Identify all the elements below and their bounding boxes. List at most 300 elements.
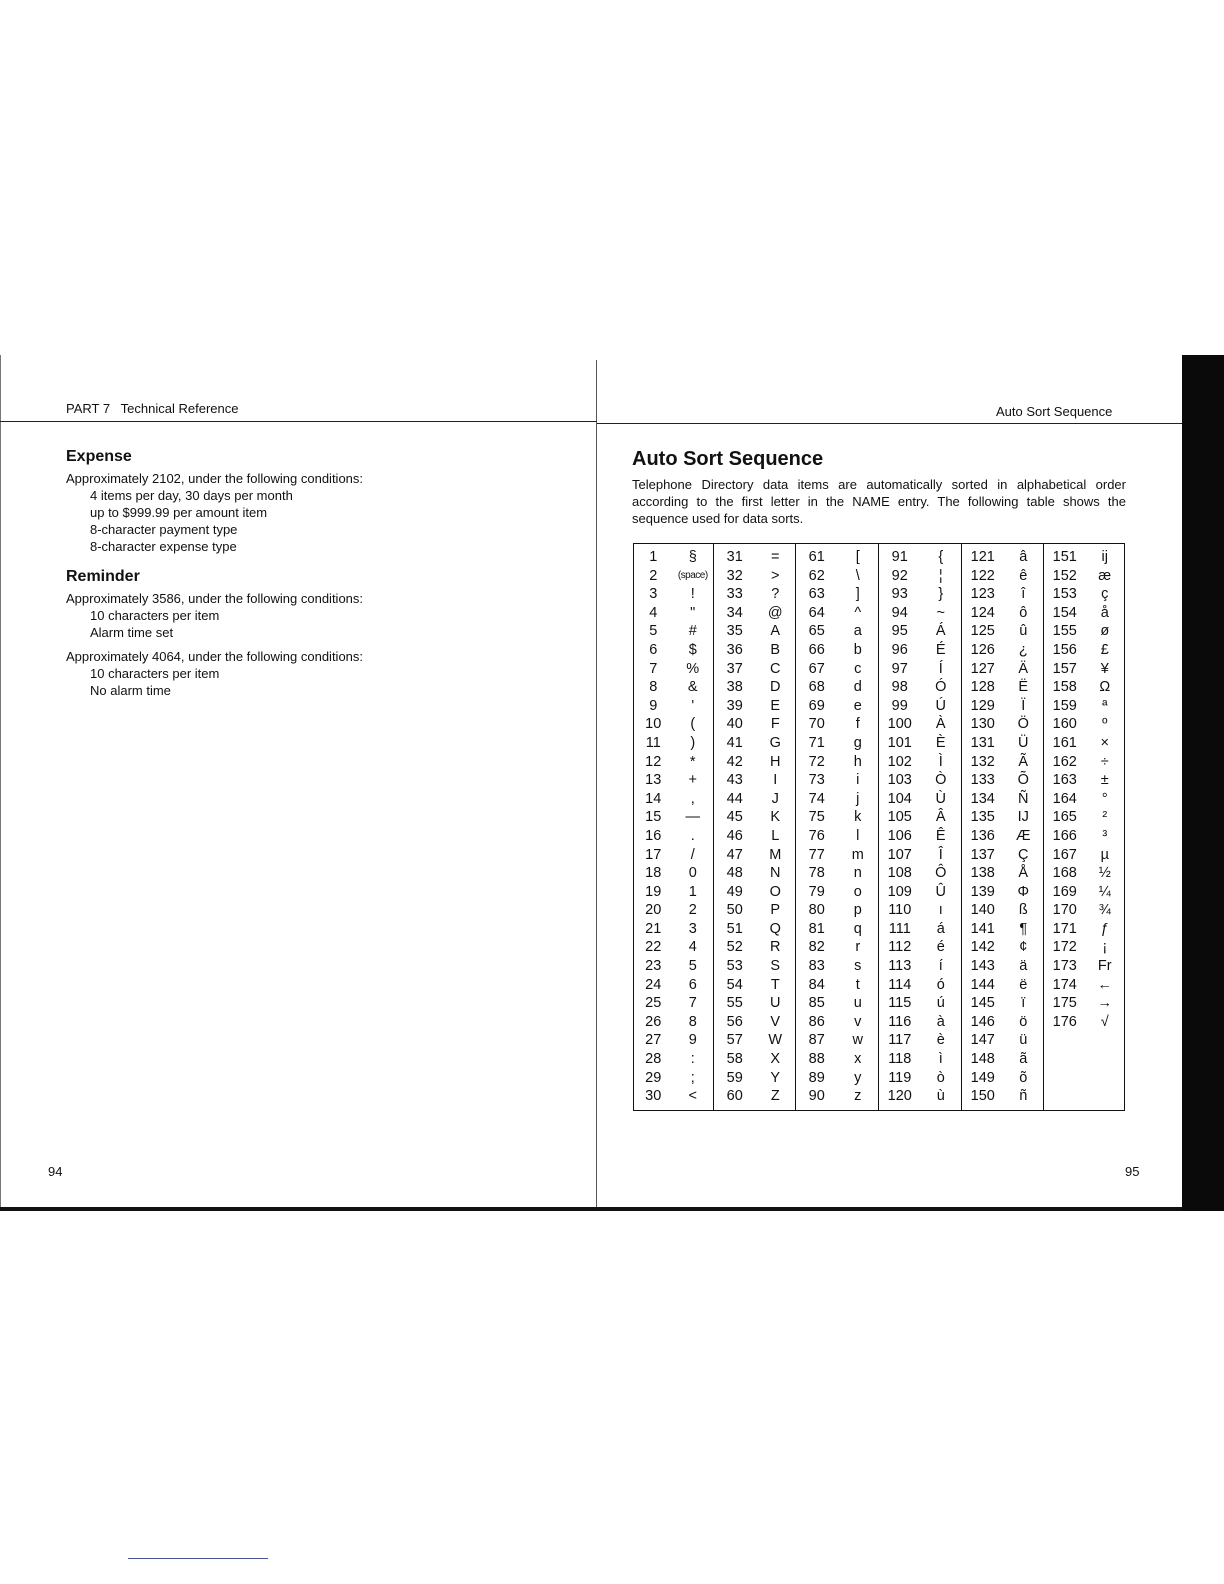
sort-character: Ú <box>935 697 946 714</box>
right-header-rule <box>597 423 1182 424</box>
sort-character: 0 <box>688 865 697 882</box>
sort-order-number: 56 <box>714 1013 756 1032</box>
sort-order-number: 126 <box>962 641 1004 660</box>
sort-order-number: 111 <box>879 920 921 939</box>
sort-character: Ì <box>938 753 943 770</box>
sort-order-number: 51 <box>714 920 756 939</box>
left-header-rule <box>0 421 597 422</box>
sort-order-number: 54 <box>714 976 756 995</box>
sort-order-number: 136 <box>962 827 1004 846</box>
sort-order-number: 104 <box>879 790 921 809</box>
sort-character: ê <box>1019 567 1028 584</box>
sort-order-number: 13 <box>645 772 662 789</box>
sort-order-number: 26 <box>645 1013 662 1030</box>
sort-character: ij <box>1101 549 1108 565</box>
sort-order-number: 106 <box>879 827 921 846</box>
sort-character: Ä <box>1018 660 1029 677</box>
sort-character: ° <box>1101 790 1108 807</box>
sort-order-number: 107 <box>879 846 921 865</box>
sort-character: 2 <box>688 902 697 919</box>
sort-order-number: 132 <box>962 753 1004 772</box>
sort-order-number: 163 <box>1044 771 1086 790</box>
sort-character: 6 <box>688 976 697 993</box>
sort-order-number: 148 <box>962 1050 1004 1069</box>
sort-order-number: 82 <box>796 938 838 957</box>
sort-order-number: 34 <box>714 604 756 623</box>
sort-order-number: 96 <box>879 641 921 660</box>
right-page-header: Auto Sort Sequence <box>996 404 1113 419</box>
sort-order-number: 81 <box>796 920 838 939</box>
sort-order-number: 105 <box>879 808 921 827</box>
table-row <box>634 808 1125 827</box>
table-row <box>634 1031 1125 1050</box>
sort-character: → <box>1097 995 1112 1012</box>
sort-order-number: 84 <box>796 976 838 995</box>
center-fold-line <box>596 360 597 1210</box>
section-title-reminder: Reminder <box>66 568 140 585</box>
sort-order-number: 50 <box>714 901 756 920</box>
sort-character: ø <box>1100 623 1110 640</box>
sort-order-number: 52 <box>714 938 756 957</box>
sort-character: N <box>770 865 781 882</box>
sort-order-number: 2 <box>649 567 658 584</box>
sort-order-number <box>1044 1087 1086 1110</box>
sort-character: p <box>853 902 862 919</box>
sort-character: ô <box>1019 604 1028 621</box>
sort-order-number: 15 <box>645 809 662 826</box>
sort-order-number: 140 <box>962 901 1004 920</box>
sort-character: √ <box>1100 1013 1109 1030</box>
sort-order-number: 108 <box>879 864 921 883</box>
sort-character: $ <box>688 641 697 658</box>
bottom-edge-line <box>0 1207 1184 1211</box>
sort-order-number: 22 <box>645 939 662 956</box>
sort-order-number: 43 <box>714 771 756 790</box>
sort-order-number: 80 <box>796 901 838 920</box>
left-page-number: 94 <box>48 1164 63 1179</box>
sort-order-number: 28 <box>645 1051 662 1068</box>
sort-order-number: 153 <box>1044 585 1086 604</box>
sort-character: M <box>769 846 782 863</box>
sort-character: ı <box>938 902 943 919</box>
sort-order-number: 76 <box>796 827 838 846</box>
sort-order-number: 20 <box>645 902 662 919</box>
table-row <box>634 604 1125 623</box>
sort-order-number: 135 <box>962 808 1004 827</box>
sort-character: C <box>770 660 781 677</box>
sort-character: ² <box>1102 809 1108 826</box>
sort-character: º <box>1102 716 1108 733</box>
sort-character: ¶ <box>1019 920 1028 937</box>
sort-order-number: 146 <box>962 1013 1004 1032</box>
sort-order-number: 130 <box>962 715 1004 734</box>
sort-order-number: 158 <box>1044 678 1086 697</box>
sort-character: Ù <box>935 790 946 807</box>
sort-character: ò <box>936 1069 945 1086</box>
sort-order-number <box>1044 1031 1086 1050</box>
sort-character: u <box>853 995 862 1012</box>
sort-character: d <box>853 679 862 696</box>
sort-order-number: 17 <box>645 846 662 863</box>
sort-order-number: 174 <box>1044 976 1086 995</box>
sort-character: § <box>688 549 697 565</box>
sort-character: å <box>1100 604 1109 621</box>
sort-character: Â <box>935 809 946 826</box>
sort-order-number: 66 <box>796 641 838 660</box>
table-row <box>634 1050 1125 1069</box>
sort-character: ) <box>690 734 696 751</box>
sort-character: í <box>938 958 943 975</box>
reminder-lead-2: Approximately 4064, under the following conditions: <box>66 649 364 664</box>
sort-order-number: 120 <box>879 1087 921 1110</box>
sort-order-number: 58 <box>714 1050 756 1069</box>
sort-character: < <box>688 1088 697 1105</box>
sort-character: Å <box>1018 865 1029 882</box>
sort-order-number: 114 <box>879 976 921 995</box>
sort-character: ñ <box>1019 1088 1028 1105</box>
reminder-condition: 10 characters per item <box>90 666 220 681</box>
sort-order-number: 151 <box>1044 544 1086 567</box>
left-page-body <box>66 448 566 699</box>
sort-character: b <box>853 641 862 658</box>
table-row <box>634 715 1125 734</box>
sort-order-number: 92 <box>879 567 921 586</box>
right-page-title: Auto Sort Sequence <box>632 448 824 470</box>
sort-character: é <box>936 939 945 956</box>
sort-order-number: 115 <box>879 994 921 1013</box>
sort-order-number: 91 <box>879 544 921 567</box>
sort-order-number: 14 <box>645 790 662 807</box>
sort-character: ½ <box>1098 865 1111 882</box>
sort-order-number: 87 <box>796 1031 838 1050</box>
sort-character: ¢ <box>1019 939 1028 956</box>
sort-character: — <box>685 809 700 826</box>
sort-order-number: 110 <box>879 901 921 920</box>
sort-order-number: 152 <box>1044 567 1086 586</box>
sort-order-number: 93 <box>879 585 921 604</box>
sort-order-number: 29 <box>645 1069 662 1086</box>
sort-order-number: 97 <box>879 660 921 679</box>
table-row <box>634 678 1125 697</box>
sort-order-number: 127 <box>962 660 1004 679</box>
sort-character: µ <box>1100 846 1109 863</box>
sort-order-number: 168 <box>1044 864 1086 883</box>
sort-character: (space) <box>677 569 708 581</box>
sort-character: q <box>853 920 862 937</box>
section-title-expense: Expense <box>66 448 132 465</box>
sort-order-number: 137 <box>962 846 1004 865</box>
left-edge-line <box>0 355 1 1210</box>
sort-order-number: 167 <box>1044 846 1086 865</box>
sort-order-number: 117 <box>879 1031 921 1050</box>
sort-order-number: 161 <box>1044 734 1086 753</box>
sort-order-number: 121 <box>962 544 1004 567</box>
table-row <box>634 771 1125 790</box>
sort-order-number: 150 <box>962 1087 1004 1110</box>
sort-character: f <box>855 716 860 733</box>
sort-order-number: 70 <box>796 715 838 734</box>
sort-character: k <box>854 809 862 826</box>
sort-order-number: 38 <box>714 678 756 697</box>
sort-character: ] <box>855 586 860 603</box>
sort-character: ú <box>936 995 945 1012</box>
sort-character: 4 <box>688 939 697 956</box>
sort-order-number: 171 <box>1044 920 1086 939</box>
sort-character: K <box>770 809 781 826</box>
sort-character: Ô <box>935 865 947 882</box>
sort-character: ç <box>1101 586 1109 603</box>
expense-condition: 4 items per day, 30 days per month <box>90 488 293 503</box>
sort-character: Q <box>769 920 781 937</box>
sort-character: Õ <box>1017 772 1029 789</box>
sort-character: a <box>853 623 862 640</box>
sort-character: E <box>770 697 781 714</box>
sort-order-number: 33 <box>714 585 756 604</box>
sort-character: ¼ <box>1098 883 1111 900</box>
sort-order-number: 85 <box>796 994 838 1013</box>
sort-character <box>1086 1031 1125 1050</box>
sort-order-number: 98 <box>879 678 921 697</box>
sort-character: õ <box>1019 1069 1028 1086</box>
sort-character: ³ <box>1102 827 1108 844</box>
sort-order-number: 89 <box>796 1069 838 1088</box>
sort-character <box>1086 1050 1125 1069</box>
right-edge-bar <box>1182 355 1224 1211</box>
sort-character: ö <box>1019 1013 1028 1030</box>
sort-order-number: 176 <box>1044 1013 1086 1032</box>
sort-order-number: 25 <box>645 995 662 1012</box>
table-row <box>634 790 1125 809</box>
sort-character: S <box>770 958 781 975</box>
sort-character: V <box>770 1013 781 1030</box>
sort-order-number: 65 <box>796 622 838 641</box>
sort-character: U <box>770 995 781 1012</box>
sort-order-number: 1 <box>649 549 658 565</box>
sort-order-number: 165 <box>1044 808 1086 827</box>
link-underline <box>128 1558 268 1559</box>
sort-character: j <box>856 790 860 807</box>
sort-order-number: 59 <box>714 1069 756 1088</box>
sort-character: Ò <box>935 772 947 789</box>
sort-order-number: 112 <box>879 938 921 957</box>
sort-order-number: 118 <box>879 1050 921 1069</box>
expense-condition: 8-character payment type <box>90 522 238 537</box>
sort-order-number: 10 <box>645 716 662 733</box>
sort-order-number: 90 <box>796 1087 838 1110</box>
sort-character: æ <box>1098 567 1112 584</box>
sort-character: o <box>853 883 862 900</box>
sort-order-number: 128 <box>962 678 1004 697</box>
sort-character <box>1086 1087 1125 1110</box>
sort-character: g <box>853 734 862 751</box>
reminder-condition: Alarm time set <box>90 625 174 640</box>
table-row <box>634 827 1125 846</box>
sort-character: B <box>770 641 781 658</box>
sort-order-number: 133 <box>962 771 1004 790</box>
sort-order-number: 31 <box>714 544 756 567</box>
sort-character: Ω <box>1099 679 1111 696</box>
table-row <box>634 1069 1125 1088</box>
sort-order-number: 19 <box>645 883 662 900</box>
sort-character: s <box>854 958 862 975</box>
sort-order-number: 138 <box>962 864 1004 883</box>
sort-order-number: 134 <box>962 790 1004 809</box>
sort-character: É <box>935 641 946 658</box>
sort-character: Ã <box>1018 753 1029 770</box>
sort-character: ß <box>1018 902 1028 919</box>
sort-character: J <box>771 790 779 807</box>
sort-order-number: 169 <box>1044 883 1086 902</box>
sort-character: ? <box>771 586 780 603</box>
table-row <box>634 1013 1125 1032</box>
sort-order-number: 63 <box>796 585 838 604</box>
sort-order-number: 47 <box>714 846 756 865</box>
sort-order-number: 48 <box>714 864 756 883</box>
sort-character: ( <box>690 716 696 733</box>
sort-character: l <box>856 827 860 844</box>
sort-character: { <box>938 549 944 565</box>
reminder-lead-1: Approximately 3586, under the following conditions: <box>66 591 364 606</box>
sort-order-number: 68 <box>796 678 838 697</box>
sort-character: Fr <box>1097 958 1112 975</box>
sort-order-number: 4 <box>649 604 658 621</box>
table-row <box>634 864 1125 883</box>
sort-order-number: 75 <box>796 808 838 827</box>
sort-order-number: 99 <box>879 697 921 716</box>
right-page-number: 95 <box>1125 1164 1140 1179</box>
sort-order-number: 5 <box>649 623 658 640</box>
reminder-condition: No alarm time <box>90 683 171 698</box>
sort-order-number: 49 <box>714 883 756 902</box>
sort-character: & <box>687 679 698 696</box>
sort-character: I <box>773 772 778 789</box>
sort-order-number: 170 <box>1044 901 1086 920</box>
sort-character: D <box>770 679 781 696</box>
sort-character: O <box>769 883 781 900</box>
sort-order-number: 95 <box>879 622 921 641</box>
sort-character: Ö <box>1017 716 1029 733</box>
sort-order-number: 7 <box>649 660 658 677</box>
sort-character: 7 <box>688 995 697 1012</box>
sort-character: > <box>771 567 780 584</box>
sort-character: Î <box>938 846 943 863</box>
sort-order-number: 3 <box>649 586 658 603</box>
sort-order-number: 86 <box>796 1013 838 1032</box>
sort-order-number: 32 <box>714 567 756 586</box>
sort-order-number: 164 <box>1044 790 1086 809</box>
sort-character: A <box>770 623 781 640</box>
sort-character: ← <box>1097 976 1112 993</box>
sort-character: e <box>853 697 862 714</box>
sort-order-number: 45 <box>714 808 756 827</box>
sort-order-number: 67 <box>796 660 838 679</box>
sort-order-number: 41 <box>714 734 756 753</box>
sort-character: G <box>769 734 781 751</box>
sort-character: " <box>690 604 696 621</box>
expense-condition: up to $999.99 per amount item <box>90 505 268 520</box>
sort-character: P <box>770 902 781 919</box>
sort-order-number: 53 <box>714 957 756 976</box>
sort-order-number: 159 <box>1044 697 1086 716</box>
sort-order-number: 77 <box>796 846 838 865</box>
sort-order-number: 116 <box>879 1013 921 1032</box>
sort-character: W <box>768 1032 783 1049</box>
table-row <box>634 697 1125 716</box>
sort-character: * <box>689 753 696 770</box>
sort-character: Á <box>935 623 946 640</box>
sort-character: y <box>854 1069 862 1086</box>
table-row <box>634 753 1125 772</box>
sort-character: 5 <box>688 958 697 975</box>
sort-order-number: 64 <box>796 604 838 623</box>
sort-character: 8 <box>688 1013 697 1030</box>
table-row <box>634 846 1125 865</box>
table-row <box>634 734 1125 753</box>
sort-order-number: 123 <box>962 585 1004 604</box>
sort-order-number: 60 <box>714 1087 756 1110</box>
sort-order-number: 155 <box>1044 622 1086 641</box>
table-row <box>634 1087 1125 1110</box>
sort-character: % <box>686 660 700 677</box>
sort-character: ü <box>1019 1032 1028 1049</box>
sort-character: Û <box>935 883 946 900</box>
sort-character: È <box>935 734 946 751</box>
sort-character: Æ <box>1016 827 1031 844</box>
sort-character: ª <box>1102 697 1108 714</box>
sort-order-number: 6 <box>649 641 658 658</box>
sort-order-number: 24 <box>645 976 662 993</box>
sort-character: â <box>1019 549 1028 565</box>
sort-character: z <box>854 1088 862 1105</box>
sort-character: ÷ <box>1100 753 1109 770</box>
sort-character: ì <box>938 1051 943 1068</box>
sort-character: r <box>855 939 861 956</box>
sort-character: ¦ <box>938 567 943 584</box>
sort-order-number: 147 <box>962 1031 1004 1050</box>
sort-character: w <box>852 1032 863 1049</box>
sort-order-number: 83 <box>796 957 838 976</box>
sort-character: è <box>936 1032 945 1049</box>
sort-order-number: 157 <box>1044 660 1086 679</box>
sort-character: ä <box>1019 958 1028 975</box>
sort-character: Φ <box>1017 883 1030 900</box>
sort-order-number: 9 <box>649 697 658 714</box>
sort-character: û <box>1019 623 1028 640</box>
sort-character: Ï <box>1021 697 1026 714</box>
sort-character: ¥ <box>1100 660 1109 677</box>
sort-character: ï <box>1021 995 1026 1012</box>
sort-character: î <box>1021 586 1026 603</box>
sort-character: v <box>854 1013 862 1030</box>
sort-character: R <box>770 939 781 956</box>
sort-character: ã <box>1019 1051 1028 1068</box>
sort-character: # <box>688 623 697 640</box>
sort-character: m <box>851 846 864 863</box>
sort-order-number: 73 <box>796 771 838 790</box>
sort-character: IJ <box>1017 809 1029 826</box>
sort-character: n <box>853 865 862 882</box>
expense-condition: 8-character expense type <box>90 539 237 554</box>
sort-character: Y <box>770 1069 781 1086</box>
sort-order-number: 102 <box>879 753 921 772</box>
sort-order-number: 144 <box>962 976 1004 995</box>
sort-order-number: 12 <box>645 753 662 770</box>
sort-order-number: 149 <box>962 1069 1004 1088</box>
left-page-header: PART 7 Technical Reference <box>66 401 239 416</box>
sort-order-number: 62 <box>796 567 838 586</box>
table-row <box>634 567 1125 586</box>
sort-order-number: 74 <box>796 790 838 809</box>
